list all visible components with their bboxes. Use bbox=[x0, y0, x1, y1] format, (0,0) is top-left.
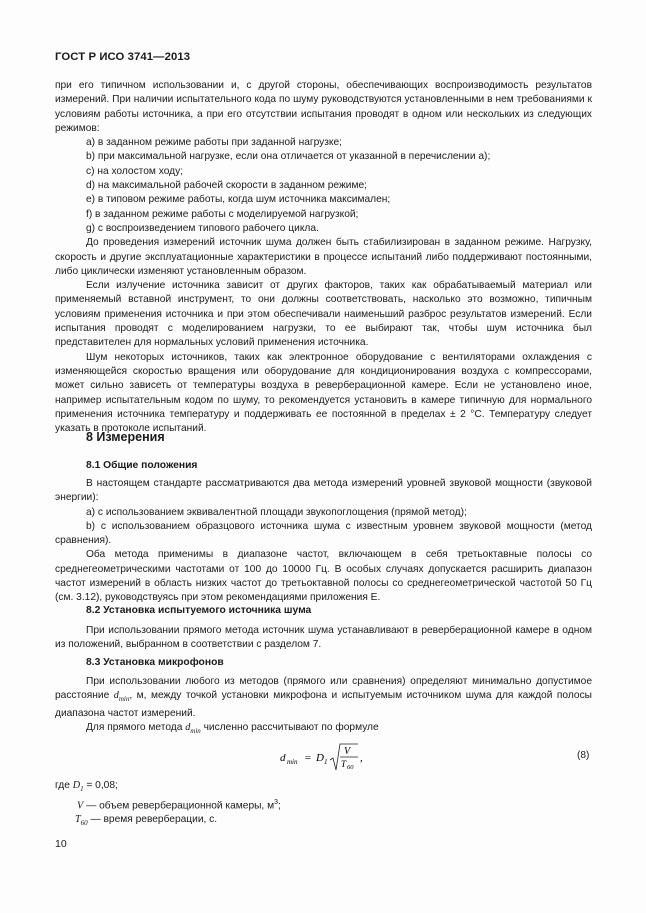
svg-text:=: = bbox=[304, 752, 312, 764]
paragraph: В настоящем стандарте рассматриваются два метода измерений уровней звуковой мощности (звуковой энергии): bbox=[55, 478, 592, 504]
paragraph: При использовании прямого метода источник шума устанавливают в реверберационной камере в одном из положений, выбранном в соответствии с разделом 7. bbox=[55, 625, 592, 651]
svg-text:D: D bbox=[316, 752, 324, 764]
formula-number: (8) bbox=[577, 750, 590, 761]
list-item: a) в заданном режиме работы при заданной нагрузке; bbox=[86, 137, 342, 149]
svg-text:T: T bbox=[341, 759, 347, 769]
list-item: a) с использованием эквивалентной площади звукопоглощения (прямой метод); bbox=[86, 506, 467, 518]
list-item: b) с использованием образцового источника шума с известным уровнем звуковой мощности (метод сравнения). bbox=[55, 520, 592, 547]
list-item: g) с воспроизведением типового рабочего цикла. bbox=[86, 222, 319, 234]
body-block-1 bbox=[55, 79, 592, 436]
page-number: 10 bbox=[55, 838, 67, 850]
list-item: d) на максимальной рабочей скорости в заданном режиме; bbox=[86, 180, 367, 192]
subsection-heading: 8.3 Установка микрофонов bbox=[86, 657, 224, 668]
legend-d1: где $D_1 = 0,08$; bbox=[55, 780, 118, 794]
section-heading: 8 Измерения bbox=[86, 430, 165, 444]
list-item: e) в типовом режиме работы, когда шум источника максимален; bbox=[86, 194, 391, 206]
legend-t60: $T_{60}$ — время реверберации, с. bbox=[75, 814, 218, 828]
svg-text:V: V bbox=[344, 746, 351, 757]
paragraph: при его типичном использовании и, с другой стороны, обеспечивающих воспроизводимость результатов измерений. При наличии испытательного кода по шуму руководствуются установленными в нем требованиями к условиям работы источника, а при его отсутствии испытания проводят в одном или нескольких из следующих режимов: bbox=[55, 80, 592, 134]
subsection-heading: 8.2 Установка испытуемого источника шума bbox=[86, 605, 312, 616]
paragraph: Оба метода применимы в диапазоне частот, включающем в себя третьоктавные полосы со среднегеометрическими частотами от 100 до 10000 Гц. В особых случаях допускается расширить диапазон частот измерений в область низких частот до третьоктавной полосы со среднегеометрической частотой 50 Гц (см. 3.12), руководствуясь при этом рекомендациями приложения Е. bbox=[55, 549, 592, 604]
list-item: b) при максимальной нагрузке, если она отличается от указанной в перечислении а); bbox=[86, 151, 491, 163]
body-block-4 bbox=[55, 675, 592, 738]
paragraph: При использовании любого из методов (прямого или сравнения) определяют минимально допустимое расстояние $d_{min}$, м, между точкой установки микрофона и испытуемым источником шума для каждой полосы диапазона частот измерений. bbox=[55, 676, 592, 719]
formula-graphic bbox=[280, 742, 390, 776]
standard-header: ГОСТ Р ИСО 3741—2013 bbox=[55, 51, 191, 63]
body-block-2 bbox=[55, 477, 592, 606]
paragraph: До проведения измерений источник шума должен быть стабилизирован в заданном режиме. Нагрузку, скорость и другие эксплуатационные характеристики в процессе испытаний либо поддерживают постоянными, либо циклически изменяют установленным образом. bbox=[55, 237, 592, 277]
list-item: c) на холостом ходу; bbox=[86, 165, 184, 177]
subsection-heading: 8.1 Общие положения bbox=[86, 460, 198, 471]
svg-text:60: 60 bbox=[347, 764, 354, 771]
svg-text:1: 1 bbox=[324, 758, 328, 766]
paragraph: Если излучение источника зависит от других факторов, таких как обрабатываемый материал или применяемый вставной инструмент, то они должны соответствовать, насколько это возможно, типичным условиям применения источника и при этом обеспечивали наименьший разброс результатов измерений. Если испытания проводят с моделированием нагрузки, то ее выбирают так, чтобы шум источника был представителен для нормальных условий применения источника. bbox=[55, 280, 592, 349]
paragraph: Для прямого метода $d_{min}$ численно рассчитывают по формуле bbox=[86, 721, 379, 735]
dmin-symbol: $d_{min}$ bbox=[113, 690, 130, 704]
dmin-symbol: $d_{min}$ bbox=[185, 721, 201, 735]
body-block-3 bbox=[55, 624, 592, 653]
list-item: f) в заданном режиме работы с моделируемой нагрузкой; bbox=[86, 208, 359, 220]
paragraph: Шум некоторых источников, таких как электронное оборудование с вентиляторами охлаждения с изменяющейся скоростью вращения или оборудование для кондиционирования воздуха с компрессорами, может сильно зависеть от температуры воздуха в реверберационной камере. Если не установлено иное, например испытательным кодом по шуму, то рекомендуется установить в камере типичную для нормального применения источника температуру и поддерживать ее постоянной в пределах ± 2 °С. Температуру следует указать в протоколе испытаний. bbox=[55, 351, 592, 435]
formula-8 bbox=[280, 742, 390, 779]
svg-text:min: min bbox=[287, 758, 298, 766]
legend-v: V — объем реверберационной камеры, $м^3$; bbox=[77, 799, 281, 812]
formula-legend bbox=[55, 779, 281, 830]
svg-text:d: d bbox=[280, 752, 286, 764]
svg-text:,: , bbox=[360, 752, 363, 764]
